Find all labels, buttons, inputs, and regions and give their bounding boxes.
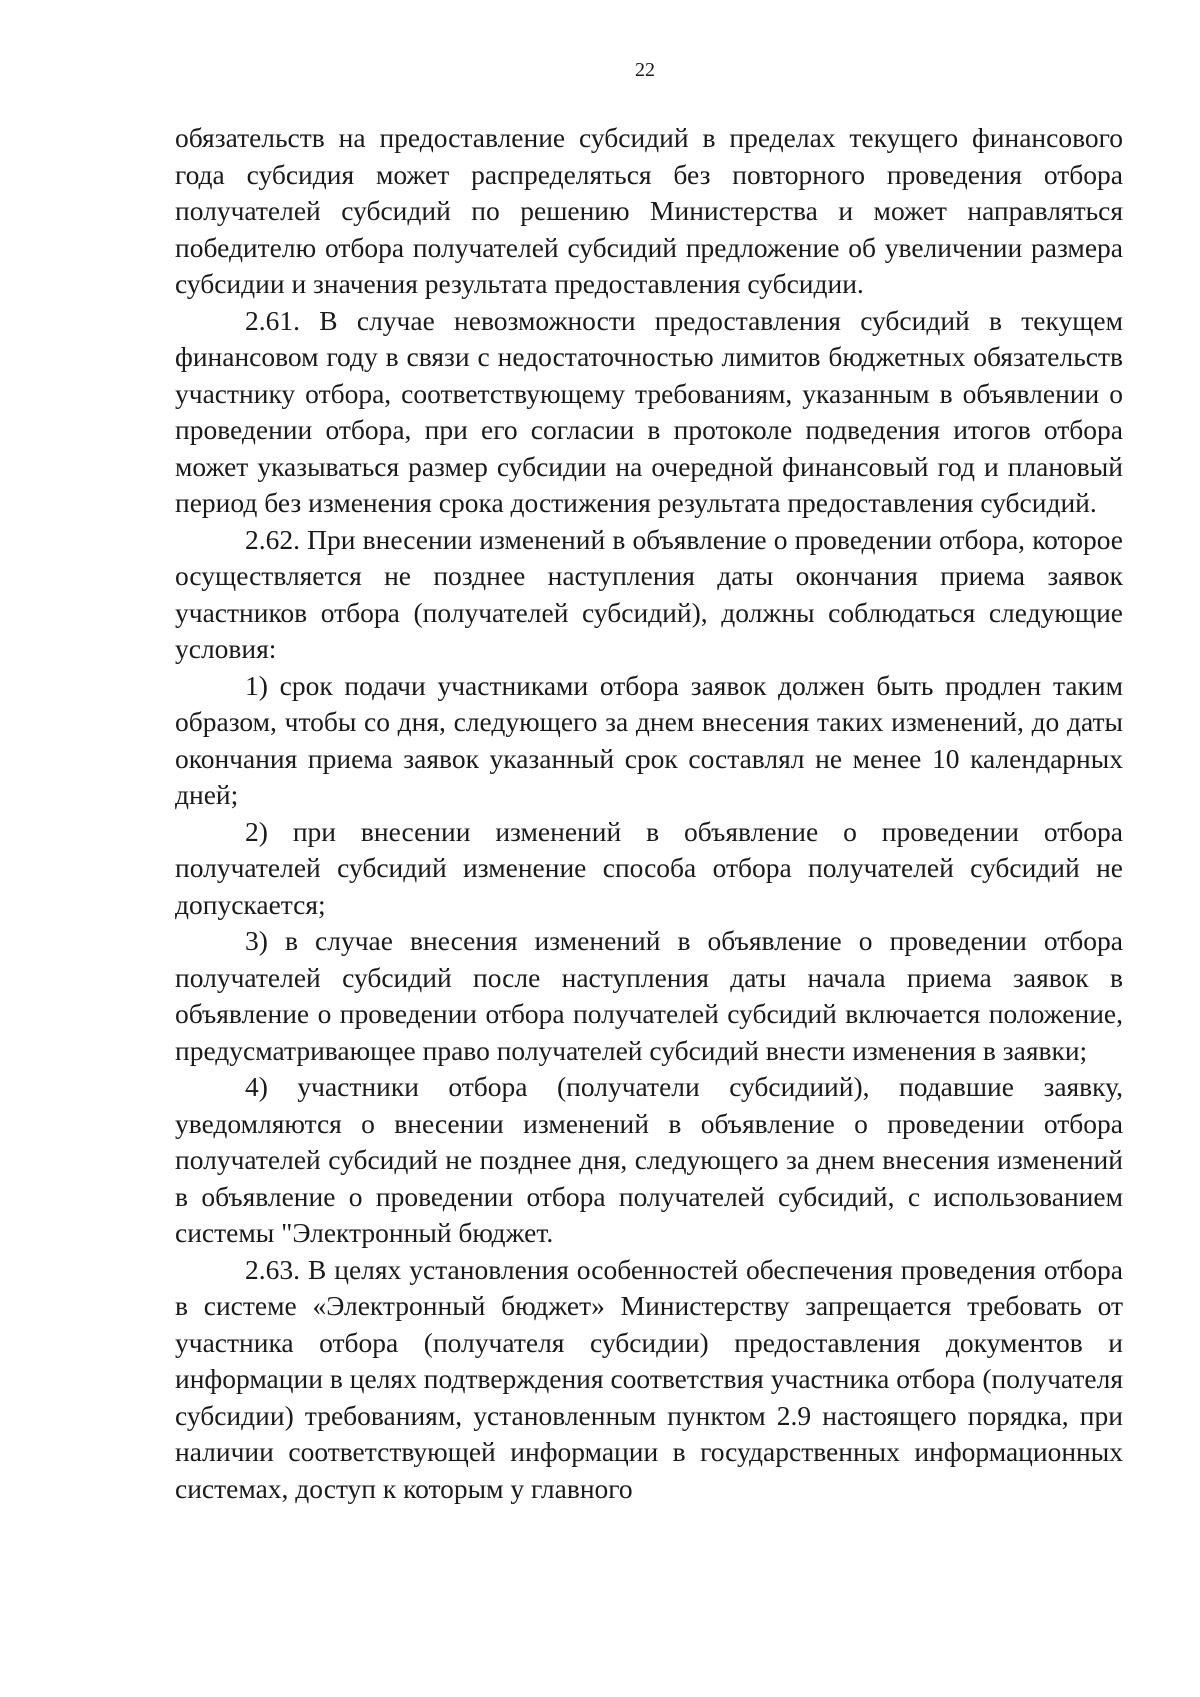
paragraph-2-62: 2.62. При внесении изменений в объявление о проведении отбора, которое осуществляется не позднее наступления даты окончания приема заявок участников отбора (получателей субсидий), должны соблюдаться следующие условия: <box>175 523 1123 664</box>
paragraph-2-61: 2.61. В случае невозможности предоставления субсидий в текущем финансовом году в связи с недостаточностью лимитов бюджетных обязательств участнику отбора, соответствующему требованиям, указанным в объявлении о проведении отбора, при его согласии в протоколе подведения итогов отбора может указываться размер субсидии на очередной финансовый год и плановый период без изменения срока достижения результата предоставления субсидий. <box>175 304 1123 518</box>
page-number: 22 <box>635 59 655 81</box>
list-item-1: 1) срок подачи участниками отбора заявок должен быть продлен таким образом, чтобы со дня, следующего за днем внесения таких изменений, до даты окончания приема заявок указанный срок составлял не менее 10 календарных дней; <box>175 669 1123 810</box>
list-item-3: 3) в случае внесения изменений в объявление о проведении отбора получателей субсидий после наступления даты начала приема заявок в объявление о проведении отбора получателей субсидий включается положение, предусматривающее право получателей субсидий внести изменения в заявки; <box>175 925 1123 1066</box>
document-body <box>175 120 1123 1507</box>
paragraph-continuation: обязательств на предоставление субсидий в пределах текущего финансового года субсидия может распределяться без повторного проведения отбора получателей субсидий по решению Министерства и может направляться победителю отбора получателей субсидий предложение об увеличении размера субсидии и значения результата предоставления субсидии. <box>175 122 1123 299</box>
list-item-4: 4) участники отбора (получатели субсидиий), подавшие заявку, уведомляются о внесении изменений в объявление о проведении отбора получателей субсидий не позднее дня, следующего за днем внесения изменений в объявление о проведении отбора получателей субсидий, с использованием системы "Электронный бюджет. <box>175 1071 1123 1248</box>
paragraph-2-63: 2.63. В целях установления особенностей обеспечения проведения отбора в системе «Электронный бюджет» Министерству запрещается требовать от участника отбора (получателя субсидии) предоставления документов и информации в целях подтверждения соответствия участника отбора (получателя субсидии) требованиям, установленным пунктом 2.9 настоящего порядка, при наличии соответствующей информации в государственных информационных системах, доступ к которым у главного <box>175 1253 1123 1504</box>
list-item-2: 2) при внесении изменений в объявление о проведении отбора получателей субсидий изменение способа отбора получателей субсидий не допускается; <box>175 815 1123 920</box>
